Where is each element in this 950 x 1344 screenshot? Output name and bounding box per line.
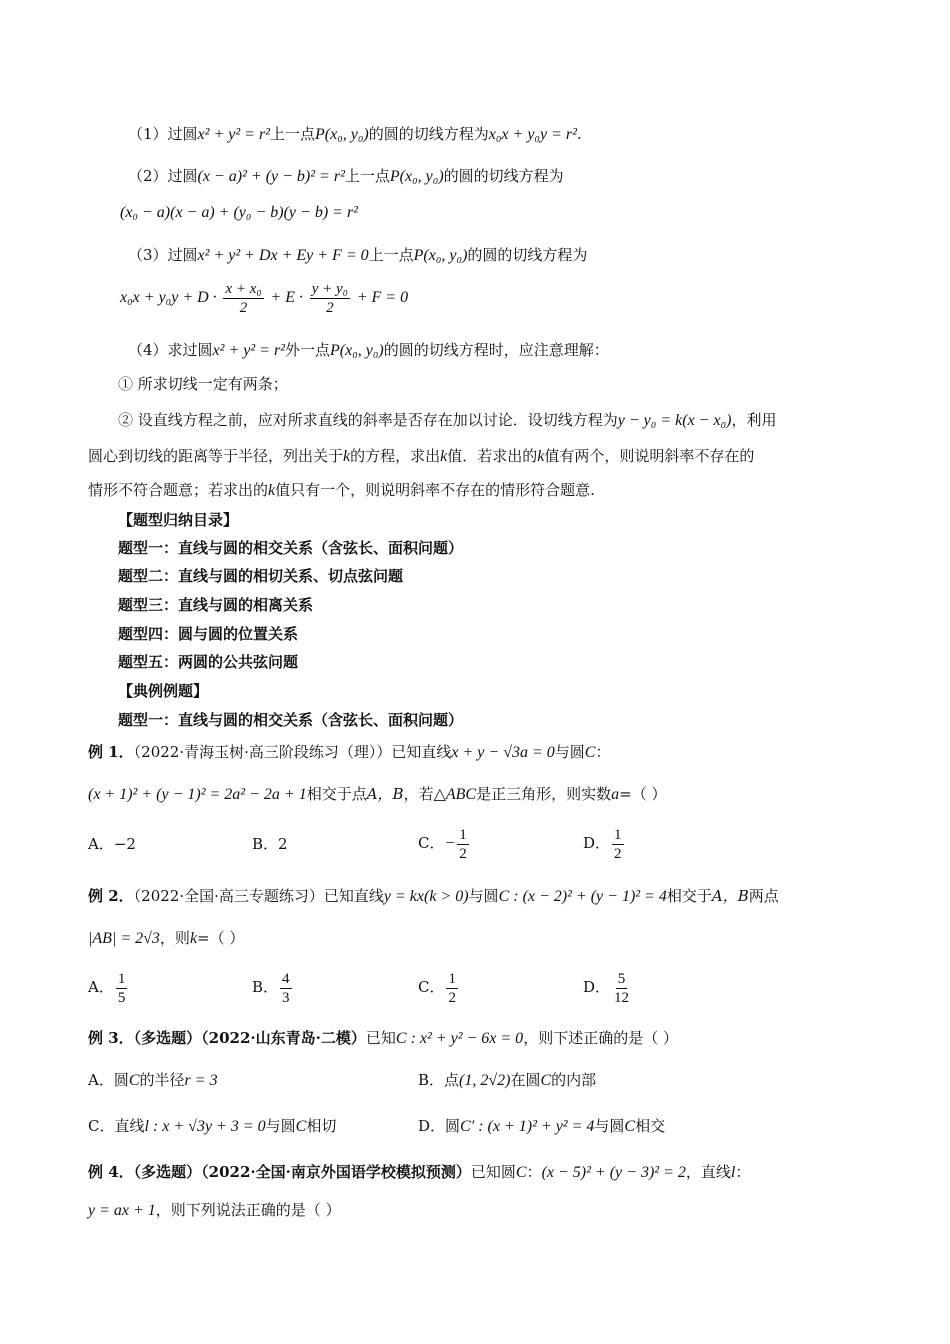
text: 值．若求出的 xyxy=(447,447,538,465)
formula: (x + 1)² + (y − 1)² = 2a² − 2a + 1 xyxy=(88,786,307,803)
denominator: 3 xyxy=(282,989,290,1006)
fraction xyxy=(310,280,350,317)
text: 与圆 xyxy=(554,743,585,761)
text: 在圆 xyxy=(510,1071,541,1089)
example-label: 例 4． xyxy=(88,1163,134,1181)
formula: a xyxy=(611,786,620,803)
text: . xyxy=(576,125,582,143)
text: 点 xyxy=(444,1071,460,1089)
option-c[interactable] xyxy=(88,1116,336,1137)
type1-heading: 题型一：直线与圆的相交关系（含弦长、面积问题） xyxy=(118,711,464,729)
text: （2022·全国·高三专题练习）已知直线 xyxy=(133,887,384,905)
formula: C : x² + y² − 6x = 0 xyxy=(395,1030,524,1047)
option-label: C． xyxy=(418,834,445,852)
formula: k xyxy=(440,448,448,465)
note-2-line-2 xyxy=(88,446,754,467)
option-label: D． xyxy=(418,1117,446,1135)
option-a[interactable] xyxy=(88,834,136,854)
option-label: C． xyxy=(418,978,445,996)
formula: C′ : (x + 1)² + y² = 4 xyxy=(460,1118,595,1135)
example-1-line-2 xyxy=(88,784,666,805)
formula: x₀x + y₀y + D · xyxy=(120,289,217,306)
formula: A，B xyxy=(366,785,404,803)
formula: y − y₀ = k(x − x₀) xyxy=(617,412,732,429)
option-value: 2 xyxy=(278,835,288,853)
denominator: 12 xyxy=(614,989,630,1006)
formula: (x − 5)² + (y − 3)² = 2 xyxy=(541,1164,686,1181)
text: ： xyxy=(735,1163,751,1181)
text: ： xyxy=(526,1163,542,1181)
formula: △ABC xyxy=(433,786,477,803)
formula: k xyxy=(343,448,351,465)
formula: |AB| = 2√3 xyxy=(88,930,160,947)
fraction xyxy=(116,970,128,1007)
option-d[interactable] xyxy=(583,824,626,863)
text: ，若 xyxy=(403,785,434,803)
text: 值只有一个，则说明斜率不存在的情形符合题意. xyxy=(275,481,595,499)
text: （4）求过圆 xyxy=(128,341,213,359)
option-value: −2 xyxy=(113,835,136,853)
option-label: C． xyxy=(88,1117,115,1135)
example-4-line-1 xyxy=(88,1162,750,1183)
option-label: D． xyxy=(583,978,611,996)
text: 上一点 xyxy=(269,125,315,143)
example-1-line-1 xyxy=(88,742,610,763)
formula: x₀x + y₀y = r² xyxy=(488,126,577,143)
text: ，利用 xyxy=(731,411,777,429)
denominator: 2 xyxy=(459,845,467,862)
text: =（ ） xyxy=(619,785,667,803)
fraction xyxy=(457,826,469,863)
catalog-item: 题型三：直线与圆的相离关系 xyxy=(118,596,314,614)
formula: P(x₀, y₀) xyxy=(413,247,468,264)
text: 圆 xyxy=(113,1071,129,1089)
option-label: B． xyxy=(418,1071,445,1089)
numerator: 1 xyxy=(459,826,467,843)
tangent-rule-1 xyxy=(128,124,582,145)
text: 已知 xyxy=(365,1029,396,1047)
example-label: 例 1． xyxy=(88,743,134,761)
text: 的圆的切线方程为 xyxy=(368,125,489,143)
formula: C xyxy=(624,1118,636,1135)
text: 的圆的切线方程为 xyxy=(443,167,564,185)
numerator: 4 xyxy=(282,970,290,987)
formula: l : x + √3y + 3 = 0 xyxy=(144,1118,266,1135)
text: 上一点 xyxy=(368,246,414,264)
text: ，则 xyxy=(159,929,190,947)
tangent-rule-2-formula xyxy=(120,202,358,223)
text: ，则下列说法正确的是（ ） xyxy=(155,1201,341,1219)
denominator: 2 xyxy=(326,299,334,316)
note-2-line-1 xyxy=(118,410,776,431)
formula: x² + y² = r² xyxy=(197,126,270,143)
tangent-rule-3 xyxy=(128,245,587,266)
option-b[interactable] xyxy=(252,968,294,1007)
text: 的方程，求出 xyxy=(350,447,441,465)
denominator: 2 xyxy=(448,989,456,1006)
text: 相切 xyxy=(306,1117,337,1135)
formula: x + y − √3a = 0 xyxy=(451,744,555,761)
formula: y = ax + 1 xyxy=(88,1202,156,1219)
formula: C xyxy=(128,1072,140,1089)
text: =（ ） xyxy=(197,929,245,947)
note-2-line-3 xyxy=(88,480,595,501)
text: （1）过圆 xyxy=(128,125,198,143)
numerator: 5 xyxy=(617,970,626,987)
formula: (x − a)² + (y − b)² = r² xyxy=(197,168,345,185)
text: 值有两个，则说明斜率不存在的 xyxy=(544,447,755,465)
text: 相交 xyxy=(635,1117,666,1135)
option-a[interactable] xyxy=(88,968,129,1007)
formula: k xyxy=(537,448,545,465)
catalog-item: 题型四：圆与圆的位置关系 xyxy=(118,625,299,643)
option-a[interactable] xyxy=(88,1070,218,1091)
fraction xyxy=(612,826,624,863)
fraction xyxy=(446,970,458,1007)
catalog-item: 题型五：两圆的公共弦问题 xyxy=(118,653,299,671)
option-label: B． xyxy=(252,835,279,853)
text: 的圆的切线方程时，应注意理解： xyxy=(383,341,609,359)
text: 外一点 xyxy=(284,341,330,359)
formula: k xyxy=(189,930,198,947)
formula: C xyxy=(295,1118,307,1135)
formula: P(x₀, y₀) xyxy=(314,126,369,143)
option-b[interactable] xyxy=(252,834,288,854)
formula: k xyxy=(268,482,276,499)
numerator: 1 xyxy=(614,826,622,843)
fraction xyxy=(612,970,631,1007)
text: 是正三角形，则实数 xyxy=(476,785,612,803)
source-tag: （多选题）（2022·全国·南京外国语学校模拟预测） xyxy=(133,1163,471,1181)
formula: + E · xyxy=(270,289,303,306)
example-2-line-2 xyxy=(88,928,244,949)
formula: + F = 0 xyxy=(356,289,409,306)
text: 圆 xyxy=(445,1117,461,1135)
formula: C xyxy=(540,1072,552,1089)
examples-heading: 【典例例题】 xyxy=(118,682,209,700)
numerator: x + x₀ xyxy=(225,280,262,297)
denominator: 2 xyxy=(239,299,248,316)
text: ，则下述正确的是（ ） xyxy=(523,1029,678,1047)
catalog-heading: 【题型归纳目录】 xyxy=(118,511,239,529)
formula: r = 3 xyxy=(184,1072,218,1089)
tangent-rule-4 xyxy=(128,340,609,361)
text: 情形不符合题意；若求出的 xyxy=(88,481,269,499)
example-label: 例 2． xyxy=(88,887,134,905)
text: ① 所求切线一定有两条； xyxy=(118,375,288,393)
option-label: B． xyxy=(252,978,279,996)
text: ，直线 xyxy=(685,1163,731,1181)
formula: x² + y² + Dx + Ey + F = 0 xyxy=(197,247,369,264)
text: 相交于 xyxy=(666,887,712,905)
text: 的半径 xyxy=(139,1071,185,1089)
formula: C xyxy=(515,1164,527,1181)
text: 与圆 xyxy=(468,887,499,905)
formula: (x₀ − a)(x − a) + (y₀ − b)(y − b) = r² xyxy=(120,204,358,221)
text: ② 设直线方程之前，应对所求直线的斜率是否存在加以讨论．设切线方程为 xyxy=(118,411,618,429)
option-b[interactable] xyxy=(418,1070,596,1091)
option-c[interactable] xyxy=(418,968,460,1007)
note-1 xyxy=(118,374,288,394)
text: 上一点 xyxy=(344,167,390,185)
denominator: 2 xyxy=(614,845,622,862)
formula: P(x₀, y₀) xyxy=(389,168,444,185)
text: 的内部 xyxy=(551,1071,597,1089)
text: 与圆 xyxy=(265,1117,296,1135)
option-d[interactable] xyxy=(418,1116,665,1137)
tangent-rule-2 xyxy=(128,166,564,187)
example-label: 例 3． xyxy=(88,1029,134,1047)
fraction xyxy=(223,280,263,317)
option-label: A． xyxy=(88,835,114,853)
option-c[interactable] xyxy=(418,824,471,863)
text: 相交于点 xyxy=(306,785,367,803)
option-d[interactable] xyxy=(583,968,633,1007)
numerator: y + y₀ xyxy=(311,280,348,297)
option-label: A． xyxy=(88,978,114,996)
text: 的圆的切线方程为 xyxy=(467,246,588,264)
option-label: D． xyxy=(583,834,611,852)
formula: y = kx(k > 0) xyxy=(383,888,469,905)
catalog-item: 题型一：直线与圆的相交关系（含弦长、面积问题） xyxy=(118,539,464,557)
text: （2）过圆 xyxy=(128,167,198,185)
formula: C : (x − 2)² + (y − 1)² = 4 xyxy=(498,888,667,905)
formula: P(x₀, y₀) xyxy=(329,342,384,359)
example-3-line-1 xyxy=(88,1028,678,1049)
formula: A，B xyxy=(711,887,749,905)
denominator: 5 xyxy=(117,989,126,1006)
example-2-line-1 xyxy=(88,886,779,907)
tangent-rule-3-formula xyxy=(120,278,408,317)
text: （3）过圆 xyxy=(128,246,198,264)
text: 圆心到切线的距离等于半径，列出关于 xyxy=(88,447,344,465)
formula: x² + y² = r² xyxy=(212,342,285,359)
example-4-line-2 xyxy=(88,1200,341,1221)
fraction xyxy=(280,970,292,1007)
numerator: 1 xyxy=(117,970,126,987)
text: 已知圆 xyxy=(470,1163,516,1181)
text: ： xyxy=(595,743,611,761)
formula: (1, 2√2) xyxy=(459,1072,511,1089)
option-label: A． xyxy=(88,1071,114,1089)
numerator: 1 xyxy=(448,970,456,987)
text: 与圆 xyxy=(594,1117,625,1135)
text: （2022·青海玉树·高三阶段练习（理））已知直线 xyxy=(133,743,452,761)
source-tag: （多选题）（2022·山东青岛·二模） xyxy=(133,1029,366,1047)
minus-sign: − xyxy=(444,835,456,852)
catalog-item: 题型二：直线与圆的相切关系、切点弦问题 xyxy=(118,567,404,585)
text: 直线 xyxy=(114,1117,145,1135)
formula: C xyxy=(584,744,596,761)
text: 两点 xyxy=(748,887,779,905)
formula: l xyxy=(730,1164,736,1181)
